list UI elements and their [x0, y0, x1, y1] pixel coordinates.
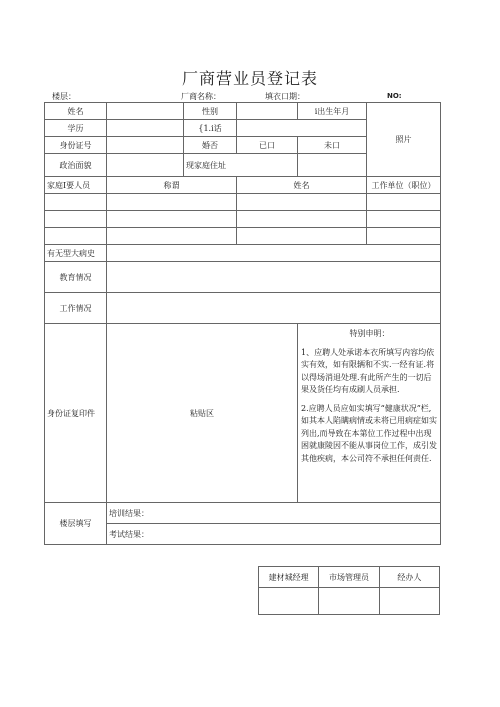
political-status-label: 政治面貌	[45, 154, 107, 177]
family-workplace-field[interactable]	[367, 228, 441, 245]
family-row	[45, 211, 441, 228]
family-workplace-field[interactable]	[367, 211, 441, 228]
special-statement	[298, 324, 441, 503]
home-address-label: 现家庭住址	[184, 154, 298, 177]
political-status-field[interactable]	[107, 154, 184, 177]
family-header-name: 姓名	[237, 177, 367, 194]
education-field[interactable]	[107, 120, 184, 137]
special-statement-title: 特别申明：	[349, 329, 390, 338]
family-row	[45, 228, 441, 245]
family-relation-field[interactable]	[107, 211, 237, 228]
illness-history-field[interactable]	[107, 245, 441, 262]
family-name-field[interactable]	[237, 211, 367, 228]
birth-date-label: i出生年月	[298, 103, 367, 120]
gender-label: 性别	[184, 103, 237, 120]
floor-label: 楼层：	[52, 92, 76, 101]
illness-history-label: 有无型大病史	[45, 245, 107, 262]
unmarried-option[interactable]: 未口	[298, 137, 367, 154]
family-name-field[interactable]	[237, 228, 367, 245]
home-address-field[interactable]	[298, 154, 367, 177]
registration-form-table	[44, 102, 441, 545]
work-history-field[interactable]	[107, 293, 441, 324]
fill-date-label: 填衣口期：	[265, 92, 305, 101]
photo-area[interactable]: 照片	[367, 103, 441, 177]
vendor-name-label: 厂商名称：	[181, 92, 221, 101]
education-history-label: 教育情况	[45, 262, 107, 293]
special-statement-item-2: 2.应聘人员应如实填写“健康状况”栏,如其本人陷瞒病情或未将已用病症如实列出,而导致在本第位工作过程中出现困就康陵因不能从事岗位工作，成引发其他疾病，本公司符不承担任何责任.	[301, 403, 437, 463]
family-row	[45, 194, 441, 211]
signoff-manager-field[interactable]	[259, 588, 319, 615]
family-relation-field[interactable]	[107, 228, 237, 245]
exam-result-field[interactable]	[107, 524, 441, 545]
id-copy-label: 身份证复印件	[45, 324, 107, 503]
married-option[interactable]: 已口	[237, 137, 298, 154]
training-result-label: 培训结果：	[109, 508, 149, 518]
family-name-field[interactable]	[237, 194, 367, 211]
floor-fill-label: 楼层填写	[45, 503, 107, 545]
id-number-field[interactable]	[107, 137, 184, 154]
education-history-field[interactable]	[107, 262, 441, 293]
signoff-handler-field[interactable]	[379, 588, 439, 615]
family-row-spacer	[45, 211, 107, 228]
family-workplace-field[interactable]	[367, 194, 441, 211]
form-number-label: NO:	[387, 92, 402, 100]
phone-label: {1.i话	[184, 120, 237, 137]
signoff-table	[258, 566, 440, 615]
id-number-label: 身份证号	[45, 137, 107, 154]
signoff-admin-field[interactable]	[319, 588, 379, 615]
family-relation-field[interactable]	[107, 194, 237, 211]
family-header-relation: 称谓	[107, 177, 237, 194]
family-row-spacer	[45, 228, 107, 245]
family-header-workplace: 工作单位（职位）	[367, 177, 441, 194]
training-result-field[interactable]	[107, 503, 441, 524]
signoff-manager-label: 建材城经理	[259, 567, 319, 588]
form-title: 厂商营业员登记表	[181, 69, 318, 88]
exam-result-label: 考试结果：	[109, 529, 149, 539]
family-row-spacer	[45, 194, 107, 211]
signoff-admin-label: 市场管理员	[319, 567, 379, 588]
education-label: 学历	[45, 120, 107, 137]
signoff-handler-label: 经办人	[379, 567, 439, 588]
name-field[interactable]	[107, 103, 184, 120]
special-statement-item-1: 1、应聘人处承诺本衣所填写内容均依实有效，如有限辆和不实.一经有证.将以得场消退处理.有此所产生的一切后果及货任均有成刷人员承担.	[301, 347, 435, 394]
gender-field[interactable]	[237, 103, 298, 120]
marital-label: 婚否	[184, 137, 237, 154]
work-history-label: 工作情况	[45, 293, 107, 324]
family-section-label: 家庭I要人员	[45, 177, 107, 194]
phone-field[interactable]	[237, 120, 367, 137]
name-label: 姓名	[45, 103, 107, 120]
id-copy-paste-area[interactable]: 粘贴区	[107, 324, 298, 503]
